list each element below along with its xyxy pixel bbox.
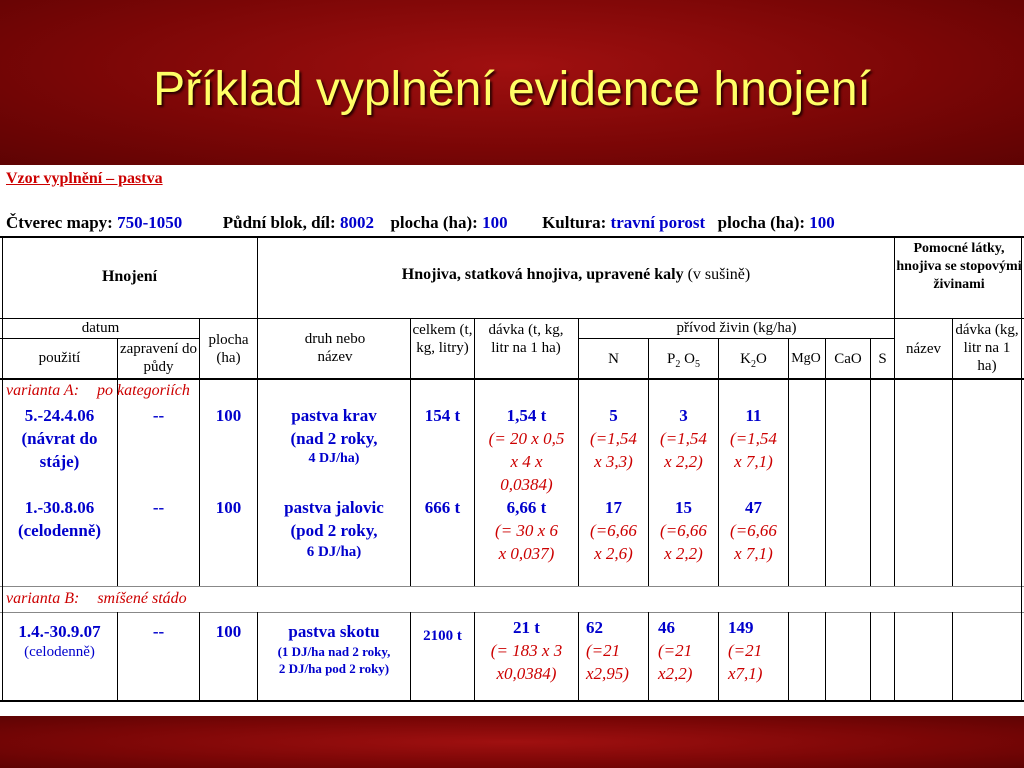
row3-plocha: 100 [215,622,242,641]
row3-p-calc: x2,2) [658,664,693,683]
row2-k-value: 47 [745,498,762,517]
row3-davka-value: 21 t [513,618,540,637]
row1-k2o [719,404,788,473]
row1-n-calc: (=1,54 [590,429,637,448]
header-n: N [608,351,619,367]
variant-a-desc: po kategoriích [97,382,190,399]
k-subscript: 2 [751,359,756,370]
header-k2o [719,350,788,374]
row1-p-value: 3 [679,406,688,425]
header-hnojiva-normal: (v sušině) [687,266,751,283]
row3-zapraveni: -- [152,622,165,641]
header-nazev: název [906,341,941,357]
section-heading: Vzor vyplnění – pastva [6,170,163,187]
row2-datum-line: 1.-30.8.06 [24,498,95,517]
row1-davka-calc: (= 20 x 0,5 [488,429,565,448]
p-subscript: 2 [675,359,681,370]
row1-davka [475,404,578,496]
row3-celkem: 2100 t [423,628,462,644]
k-symbol: K [740,351,751,367]
grid-line [788,338,789,586]
row1-n-value: 5 [609,406,618,425]
grid-line [578,612,579,700]
row2-k-calc: (=6,66 [730,521,777,540]
row3-n [586,616,648,685]
row1-p-calc: (=1,54 [660,429,707,448]
variant-b-name: varianta B: [6,590,80,607]
ctverec-value: 750-1050 [117,213,183,232]
row2-druh [258,496,410,562]
grid-line [825,612,826,700]
row1-n [579,404,648,473]
row3-datum-line: 1.4.-30.9.07 [18,622,101,641]
grid-line [0,586,1024,587]
row3-k-calc: (=21 [728,641,763,660]
plocha2-value: 100 [809,213,835,232]
row2-datum [2,496,117,542]
plocha-label: plocha (ha): [390,213,478,232]
row2-zapraveni: -- [152,498,165,517]
row3-druh-line: pastva skotu [288,622,380,641]
row1-datum-line: stáje) [39,452,80,471]
header-datum: datum [81,320,120,336]
header-celkem: celkem (t, kg, litry) [412,322,473,356]
row3-datum-line: (celodenně) [24,644,95,660]
row2-p-calc: x 2,2) [664,544,703,563]
row2-p-value: 15 [675,498,692,517]
row2-p2o5 [649,496,718,565]
field-info-line [6,213,1024,233]
row3-druh [258,620,410,677]
row3-p-value: 46 [658,618,675,637]
grid-line [0,236,1024,238]
row1-p-calc: x 2,2) [664,452,703,471]
row2-plocha: 100 [215,498,242,517]
header-druh: druh nebo název [304,331,366,365]
row2-davka-calc: (= 30 x 6 [495,521,558,540]
row1-datum-line: (návrat do [21,429,98,448]
ctverec-label: Čtverec mapy: [6,213,113,232]
row2-n [579,496,648,565]
row2-davka-value: 6,66 t [506,498,547,517]
grid-line [788,612,789,700]
header-hnojeni: Hnojení [101,268,158,285]
p-symbol: P [667,351,676,367]
row3-k-calc: x7,1) [728,664,763,683]
row2-k-calc: x 7,1) [734,544,773,563]
row3-druh-line: (1 DJ/ha nad 2 roky, [277,644,391,659]
row1-celkem: 154 t [424,406,461,425]
row3-k2o [728,616,788,685]
variant-a-name: varianta A: [6,382,80,399]
row2-k2o [719,496,788,565]
grid-line [718,612,719,700]
row3-p-calc: (=21 [658,641,693,660]
row1-k-value: 11 [745,406,762,425]
header-davka2: dávka (kg, litr na 1 ha) [955,322,1019,374]
header-zapraveni: zapravení do půdy [119,341,198,375]
o-subscript: 5 [694,359,700,370]
kultura-value: travní porost [610,213,706,232]
grid-line [1021,236,1022,700]
row3-n-calc: (=21 [586,641,621,660]
header-pouziti: použití [38,350,81,366]
header-privod: přívod živin (kg/ha) [676,320,797,336]
row1-datum-line: 5.-24.4.06 [24,406,95,425]
o-symbol: O [756,351,767,367]
row2-p-calc: (=6,66 [660,521,707,540]
grid-line [578,338,894,339]
grid-line [410,318,411,586]
row1-k-calc: (=1,54 [730,429,777,448]
grid-line [870,612,871,700]
row3-davka-calc: (= 183 x 3 [490,641,563,660]
variant-b-label [6,590,187,608]
variant-a-label [6,382,190,400]
row3-datum [2,620,117,661]
row1-datum [2,404,117,473]
row2-n-calc: (=6,66 [590,521,637,540]
row3-n-calc: x2,95) [586,664,629,683]
row2-druh-line: pastva jalovic [284,498,384,517]
row3-davka [475,616,578,685]
grid-line [825,338,826,586]
blok-label: Půdní blok, díl: [222,213,336,232]
row1-druh-line: (nad 2 roky, [290,429,378,448]
kultura-label: Kultura: [542,213,607,232]
header-plocha: plocha (ha) [208,332,249,366]
row1-davka-calc: 0,0384) [500,475,553,494]
row1-davka-value: 1,54 t [506,406,547,425]
row3-p2o5 [658,616,718,685]
variant-b-desc: smíšené stádo [97,590,187,607]
row1-k-calc: x 7,1) [734,452,773,471]
o-symbol: O [684,351,695,367]
row2-davka-calc: x 0,037) [498,544,555,563]
row3-davka-calc: x0,0384) [496,664,557,683]
grid-line [870,338,871,586]
row1-p2o5 [649,404,718,473]
row1-druh-line: pastva krav [291,406,377,425]
row2-druh-line: 6 DJ/ha) [306,544,362,560]
row3-druh-line: 2 DJ/ha pod 2 roky) [278,661,390,676]
row2-n-calc: x 2,6) [594,544,633,563]
row1-plocha: 100 [215,406,242,425]
grid-line [0,700,1024,702]
row2-druh-line: (pod 2 roky, [290,521,378,540]
header-hnojiva [258,266,894,284]
plocha-value: 100 [482,213,508,232]
grid-line [0,338,200,339]
blok-value: 8002 [339,213,374,232]
plocha2-label: plocha (ha): [717,213,806,232]
grid-line [952,612,953,700]
row1-n-calc: x 3,3) [594,452,633,471]
row2-datum-line: (celodenně) [17,521,102,540]
row2-n-value: 17 [605,498,622,517]
row1-zapraveni: -- [152,406,165,425]
footer-band [0,716,1024,768]
header-p2o5 [649,350,718,374]
row2-celkem: 666 t [424,498,461,517]
header-hnojiva-bold: Hnojiva, statková hnojiva, upravené kaly [401,266,684,283]
grid-line [894,236,895,586]
header-cao: CaO [834,351,862,367]
grid-line [648,612,649,700]
row1-druh [258,404,410,468]
slide-title: Příklad vyplnění evidence hnojení [153,63,871,116]
grid-line [894,612,895,700]
row3-k-value: 149 [728,618,754,637]
header-davka: dávka (t, kg, litr na 1 ha) [488,322,564,356]
row3-n-value: 62 [586,618,603,637]
row1-davka-calc: x 4 x [510,452,543,471]
header-mgo: MgO [791,351,821,366]
header-pomocne: Pomocné látky, hnojiva se stopovými živinami [896,241,1022,292]
row1-druh-line: 4 DJ/ha) [308,451,360,466]
row2-davka [475,496,578,565]
header-s: S [878,351,887,367]
